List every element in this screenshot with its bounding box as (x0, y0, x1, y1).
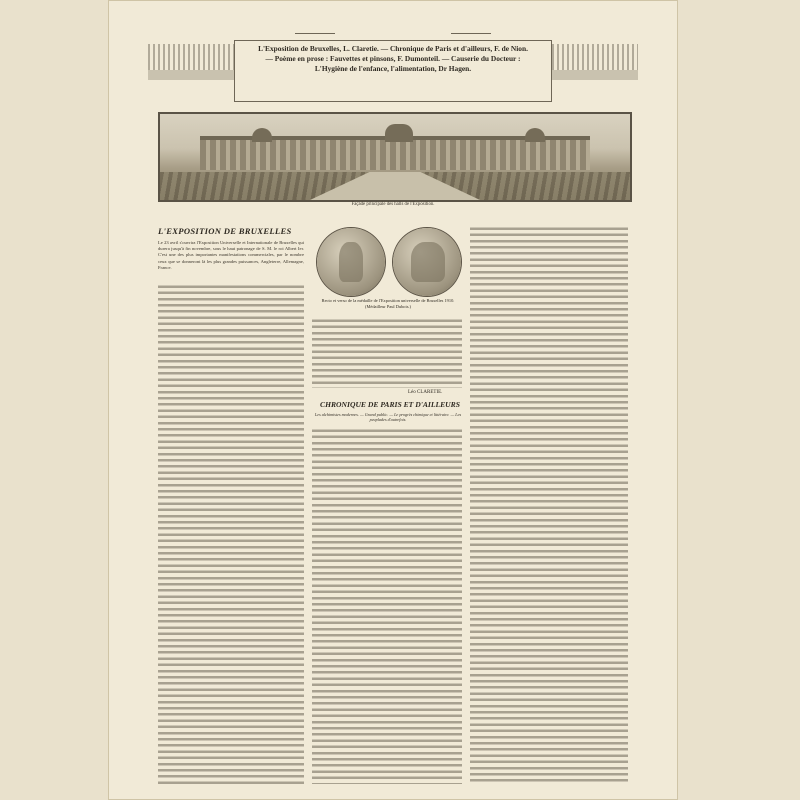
left-dome (252, 128, 272, 142)
article-signature: Léo CLARETIE. (408, 390, 443, 395)
table-of-contents-box (234, 40, 552, 102)
toc-line-2: — Poème en prose : Fauvettes et pinsons, F. Dumonteil. — Causerie du Docteur : (265, 54, 521, 63)
column-2-text-top (312, 318, 462, 388)
column-1-text (158, 284, 304, 784)
medal-illustration (313, 226, 463, 312)
column-2-text-bottom (312, 428, 462, 784)
right-dome (525, 128, 545, 142)
article-lead-paragraph: Le 23 avril s'ouvrira l'Exposition Universelle et Internationale de Bruxelles qui durera jusqu'à fin novembre, sous le haut patronage de S. M. le roi Albert Ier. C'est une des plus importantes manifestations commerciales, par le nombre ceux que se donneront là les plus grandes puissances, Angleterre, Allemagne, France. (158, 240, 304, 270)
right-ornament-band (552, 70, 638, 80)
left-ornament-band (148, 70, 234, 80)
medal-verso (393, 228, 461, 296)
newspaper-page (108, 0, 678, 800)
medal-recto (317, 228, 385, 296)
column-3-text (470, 226, 628, 784)
chronicle-subtitle: Les alchimistes modernes. — Grand public. — Le progrès chimique et littéraire. — Les peuplades d'autrefois. (314, 412, 462, 423)
right-ornament (552, 44, 638, 70)
exposition-photo (158, 112, 632, 202)
photo-caption: Façade principale des halls de l'Exposition. (351, 202, 435, 207)
toc-line-1: L'Exposition de Bruxelles, L. Claretie. — Chronique de Paris et d'ailleurs, F. de Nion. (258, 44, 528, 53)
page-header (148, 38, 638, 110)
central-dome (385, 124, 413, 142)
header-flourish-left (295, 33, 335, 44)
left-ornament (148, 44, 234, 70)
chronicle-title: CHRONIQUE DE PARIS ET D'AILLEURS (320, 400, 460, 409)
exposition-halls-facade (200, 140, 590, 170)
medal-caption: Recto et verso de la médaille de l'Exposition universelle de Bruxelles 1910. (Médailleur Paul Dubois.) (321, 298, 455, 309)
article-title: L'EXPOSITION DE BRUXELLES (158, 226, 292, 236)
toc-line-3: L'Hygiène de l'enfance, l'alimentation, Dr Hagen. (314, 64, 472, 73)
header-flourish-right (451, 33, 491, 44)
